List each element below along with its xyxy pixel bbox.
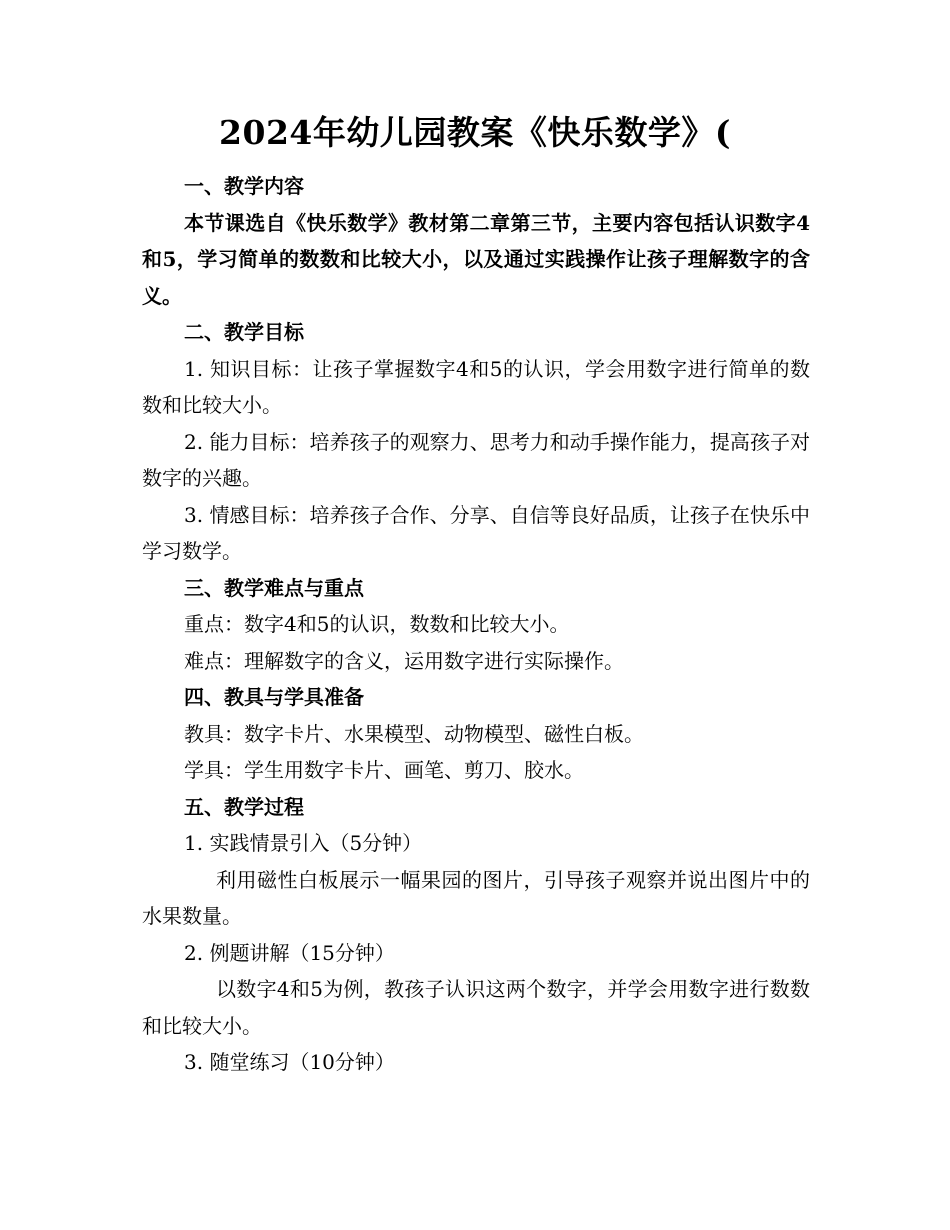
- student-tools-text: 学具：学生用数字卡片、画笔、剪刀、胶水。: [184, 758, 584, 782]
- content-paragraph: 本节课选自《快乐数学》教材第二章第三节，主要内容包括认识数字4和5，学习简单的数数和比较大小，以及通过实践操作让孩子理解数字的含义。: [142, 210, 810, 308]
- difficulty-text: 难点：理解数字的含义，运用数字进行实际操作。: [184, 648, 624, 673]
- step-title-example: 2. 例题讲解（15分钟）: [184, 940, 395, 965]
- teacher-tools-text: 教具：数字卡片、水果模型、动物模型、磁性白板。: [184, 721, 644, 746]
- step-text-example: 以数字4和5为例，教孩子认识这两个数字，并学会用数字进行数数和比较大小。: [142, 977, 810, 1038]
- section-heading-content: 一、教学内容: [184, 174, 304, 198]
- objective-knowledge: 1. 知识目标：让孩子掌握数字4和5的认识，学会用数字进行简单的数数和比较大小。: [142, 356, 810, 417]
- document-body: [142, 168, 810, 1081]
- step-title-intro: 1. 实践情景引入（5分钟）: [184, 831, 423, 855]
- section-heading-tools: 四、教具与学具准备: [184, 685, 364, 709]
- section-heading-keypoints: 三、教学难点与重点: [184, 575, 364, 600]
- objective-ability: 2. 能力目标：培养孩子的观察力、思考力和动手操作能力，提高孩子对数字的兴趣。: [142, 429, 810, 490]
- objective-emotion: 3. 情感目标：培养孩子合作、分享、自信等良好品质，让孩子在快乐中学习数学。: [142, 502, 810, 563]
- step-text-intro: 利用磁性白板展示一幅果园的图片，引导孩子观察并说出图片中的水果数量。: [142, 867, 810, 928]
- section-heading-process: 五、教学过程: [184, 794, 304, 819]
- step-title-practice: 3. 随堂练习（10分钟）: [184, 1050, 395, 1074]
- section-heading-objectives: 二、教学目标: [184, 320, 304, 344]
- document-title: 2024年幼儿园教案《快乐数学》(: [219, 113, 731, 152]
- key-point-text: 重点：数字4和5的认识，数数和比较大小。: [184, 612, 570, 636]
